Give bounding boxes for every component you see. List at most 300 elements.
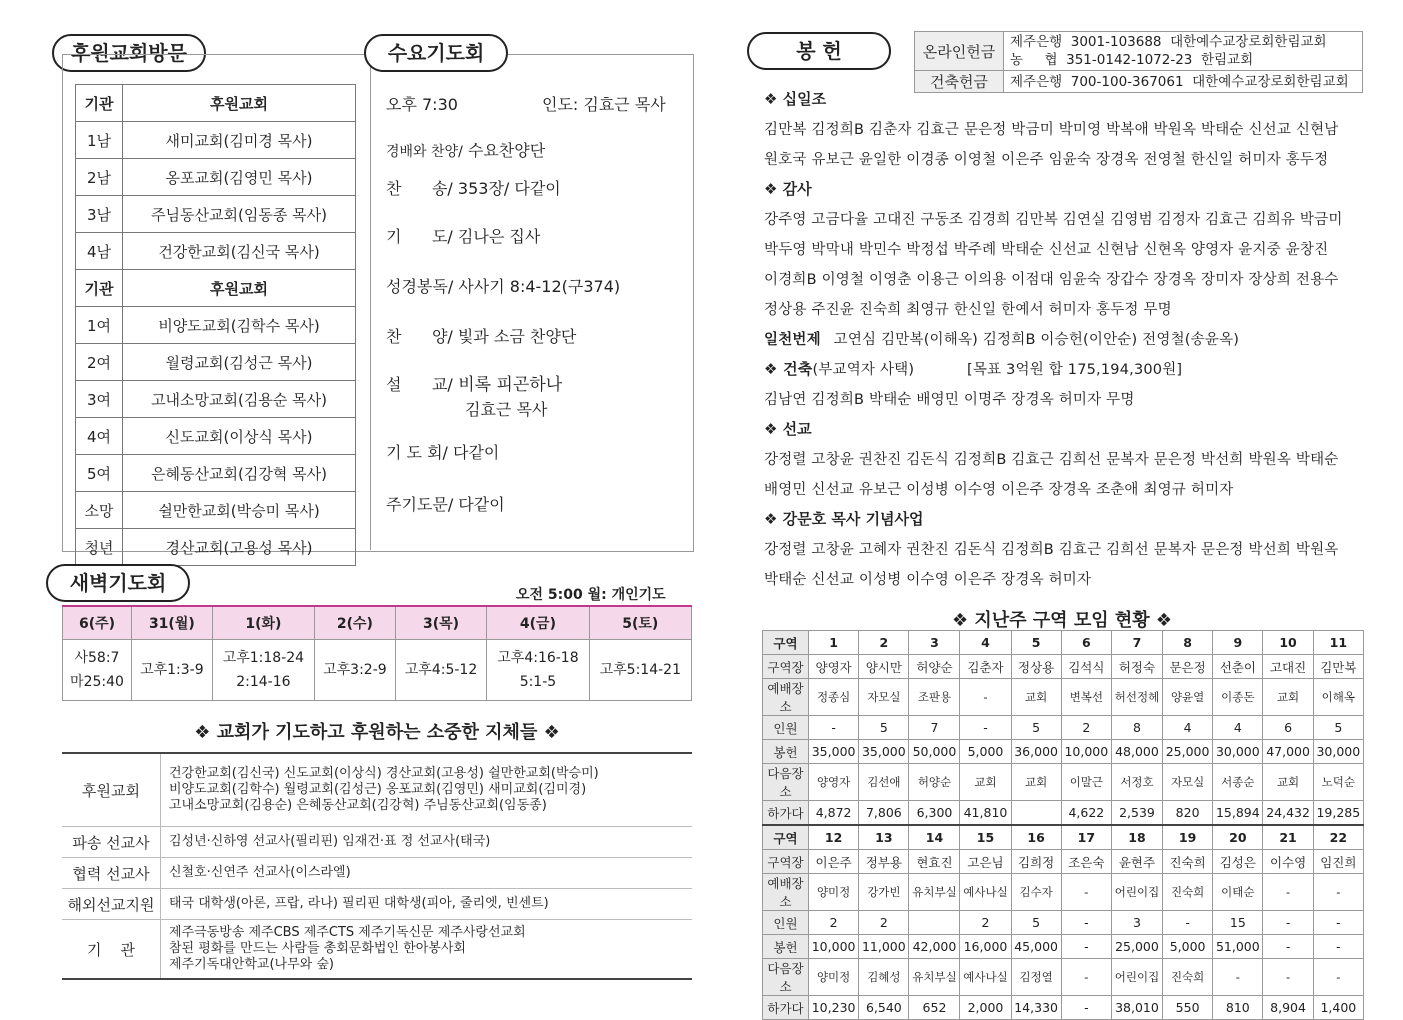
mission-names-2: 배영민 신선교 유보근 이성병 이수영 이은주 장경옥 조춘애 최영규 허미자	[764, 482, 1234, 498]
zone-cell: 11	[1313, 631, 1363, 655]
zone-cell: -	[1061, 996, 1111, 1020]
mission-row	[62, 889, 692, 920]
zone-row-label: 예배장소	[763, 679, 809, 716]
sponsor-row	[76, 159, 356, 196]
sponsor-header-org: 기관	[76, 270, 123, 307]
wednesday-item-value: 353장/ 다같이	[452, 179, 561, 198]
mission-value	[161, 858, 693, 889]
sponsor-church: 비양도교회(김학수 목사)	[123, 307, 356, 344]
mission-label: 협력 선교사	[62, 858, 161, 889]
zone-cell: 김수자	[1011, 874, 1061, 911]
zone-cell: 양미정	[809, 874, 859, 911]
zone-row-label: 하가다	[763, 996, 809, 1020]
memorial-names-2: 박태순 신선교 이성병 이수영 이은주 장경옥 허미자	[764, 572, 1092, 588]
zone-cell: 4	[960, 631, 1011, 655]
wednesday-item-label: 기 도 회/	[386, 443, 448, 462]
dawn-reading-row	[63, 640, 692, 701]
dawn-table	[62, 605, 692, 701]
wednesday-item	[386, 492, 505, 515]
zone-row-label: 봉헌	[763, 740, 809, 764]
sponsor-row	[76, 529, 356, 566]
wednesday-time: 오후 7:30	[386, 95, 458, 114]
zone-cell: 김만복	[1313, 655, 1363, 679]
mission-value-line: 참된 평화를 만드는 사람들 총회문화법인 한아봉사회	[169, 941, 466, 956]
zone-cell: 22	[1313, 825, 1363, 850]
zone-cell: 2	[1061, 716, 1111, 740]
account-row	[915, 32, 1363, 71]
zone-cell: 30,000	[1213, 740, 1263, 764]
sponsor-row	[76, 455, 356, 492]
mission-value-line: 고내소망교회(김용순) 은혜동산교회(김강혁) 주님동산교회(임동종)	[169, 798, 547, 813]
zone-cell: 20	[1213, 825, 1263, 850]
zone-cell: 15,894	[1213, 801, 1263, 826]
mission-row	[62, 920, 692, 980]
zone-row	[763, 996, 1364, 1020]
zone-cell: 이종돈	[1213, 679, 1263, 716]
dawn-day: 5(토)	[589, 606, 691, 640]
dawn-reading-line: 마25:40	[70, 674, 124, 690]
sponsor-church: 고내소망교회(김용순 목사)	[123, 381, 356, 418]
zone-cell: 예사나실	[960, 959, 1011, 996]
wednesday-item	[386, 324, 576, 347]
sponsor-row	[76, 492, 356, 529]
zone-cell: 11,000	[859, 935, 909, 959]
wednesday-item-label: 주기도문/	[386, 495, 454, 514]
dawn-day: 6(주)	[63, 606, 132, 640]
zone-cell: -	[1313, 911, 1363, 935]
tithe-names-1: 김만복 김정희B 김춘자 김효근 문은정 박금미 박미영 박복애 박원옥 박태순 신선교 신현남	[764, 122, 1339, 138]
zone-cell: 652	[909, 996, 960, 1020]
sponsor-org: 1남	[76, 122, 123, 159]
sponsor-header-church: 후원교회	[123, 85, 356, 122]
zone-cell: 고대진	[1263, 655, 1313, 679]
wednesday-item-label: 설 교/	[386, 375, 453, 394]
zone-cell: 45,000	[1011, 935, 1061, 959]
dawn-reading-line: 고후1:3-9	[140, 662, 204, 678]
sponsor-church: 월령교회(김성근 목사)	[123, 344, 356, 381]
thanks-names-2: 박두영 박막내 박민수 박정섭 박주례 박태순 신선교 신현남 신현옥 양영자 윤지중 윤창진	[764, 242, 1329, 258]
zone-cell: 김혜성	[859, 959, 909, 996]
zone-row	[763, 935, 1364, 959]
sponsor-org: 4남	[76, 233, 123, 270]
zone-cell: -	[1263, 959, 1313, 996]
sponsor-row	[76, 418, 356, 455]
zone-row	[763, 825, 1364, 850]
zone-cell: -	[809, 716, 859, 740]
zone-cell: 2	[859, 631, 909, 655]
zone-cell: 유치부실	[909, 959, 960, 996]
zone-cell: 김선애	[859, 764, 909, 801]
sponsor-church: 쉴만한교회(박승미 목사)	[123, 492, 356, 529]
dawn-day: 3(목)	[395, 606, 487, 640]
zone-cell: 교회	[1011, 679, 1061, 716]
zone-cell: 10,000	[809, 935, 859, 959]
dawn-reading-line: 고후4:16-18	[497, 650, 579, 666]
zone-cell: 양시만	[859, 655, 909, 679]
zone-cell: 5	[1011, 911, 1061, 935]
zone-cell: 이말근	[1061, 764, 1111, 801]
building-goal: [목표 3억원 합 175,194,300원]	[967, 362, 1183, 378]
dawn-reading-line: 고후5:14-21	[599, 662, 681, 678]
account-table	[914, 31, 1363, 93]
sponsor-org: 1여	[76, 307, 123, 344]
zone-cell: 14	[909, 825, 960, 850]
zone-cell: 16	[1011, 825, 1061, 850]
sponsor-church: 은혜동산교회(김강혁 목사)	[123, 455, 356, 492]
zone-cell: 2,000	[960, 996, 1011, 1020]
building-names: 김남연 김정희B 박태순 배영민 이명주 장경옥 허미자 무명	[764, 392, 1135, 408]
zone-cell: 7	[1111, 631, 1162, 655]
zone-row-label: 구역장	[763, 850, 809, 874]
zone-cell: 정종심	[809, 679, 859, 716]
zone-cell: 3	[1111, 911, 1162, 935]
zone-cell: 조판용	[909, 679, 960, 716]
zone-cell: 허양순	[909, 764, 960, 801]
tithe-heading: ❖ 십일조	[764, 90, 827, 108]
thousand-offering-names: 고연심 김만복(이해옥) 김정희B 이승헌(이안순) 전영철(송윤옥)	[833, 332, 1240, 348]
thanks-heading: ❖ 감사	[764, 180, 812, 198]
zone-row	[763, 631, 1364, 655]
zone-row-label: 인원	[763, 911, 809, 935]
zone-cell: 유치부실	[909, 874, 960, 911]
sponsor-org: 2여	[76, 344, 123, 381]
zone-cell: -	[1263, 935, 1313, 959]
zone-cell: 17	[1061, 825, 1111, 850]
mission-value-line: 태국 대학생(아론, 프랍, 라나) 필리핀 대학생(피아, 줄리엣, 빈센트)	[169, 896, 549, 911]
zone-cell: -	[960, 679, 1011, 716]
dawn-header-row	[63, 606, 692, 640]
zone-row-label: 구역장	[763, 655, 809, 679]
sponsor-table	[75, 84, 356, 566]
zone-cell	[1011, 801, 1061, 826]
zones-title: ❖ 지난주 구역 모임 현황 ❖	[951, 610, 1173, 631]
mission-value	[161, 827, 693, 858]
sponsor-church: 주님동산교회(임동종 목사)	[123, 196, 356, 233]
dawn-reading-line: 사58:7	[74, 650, 120, 666]
wednesday-item-label: 찬 양/	[386, 327, 453, 346]
mission-value	[161, 889, 693, 920]
memorial-heading: ❖ 강문호 목사 기념사업	[764, 510, 924, 528]
zone-cell: 김춘자	[960, 655, 1011, 679]
zone-cell: 정상용	[1011, 655, 1061, 679]
zone-cell: 현효진	[909, 850, 960, 874]
wednesday-item	[386, 176, 561, 199]
account-value	[1004, 71, 1363, 93]
zone-cell: 예사나실	[960, 874, 1011, 911]
zone-cell: 5	[1011, 716, 1061, 740]
zone-cell: 1	[809, 631, 859, 655]
dawn-reading	[63, 640, 132, 701]
wednesday-item-value: 사사기 8:4-12(구374)	[453, 277, 621, 296]
dawn-title: 새벽기도회	[46, 564, 190, 602]
zone-cell: -	[1263, 911, 1313, 935]
zone-cell: 4,872	[809, 801, 859, 826]
zone-cell: 10,230	[809, 996, 859, 1020]
building-heading: ❖ 건축	[764, 360, 813, 378]
zone-row-label: 인원	[763, 716, 809, 740]
zone-cell: 교회	[1263, 764, 1313, 801]
zone-cell: 진숙희	[1162, 959, 1212, 996]
sponsor-org: 2남	[76, 159, 123, 196]
zone-cell: 조은숙	[1061, 850, 1111, 874]
zone-cell: 이수영	[1263, 850, 1313, 874]
dawn-day: 1(화)	[212, 606, 314, 640]
zone-row	[763, 679, 1364, 716]
sponsor-row	[76, 122, 356, 159]
sponsor-row	[76, 307, 356, 344]
thanks-names-3: 이경희B 이영철 이영춘 이용근 이의용 이점대 임윤숙 장갑수 장경옥 장미자 장상희 전용수	[764, 272, 1339, 288]
thousand-offering	[764, 328, 1239, 349]
zone-cell: 양윤열	[1162, 679, 1212, 716]
zone-cell: 19,285	[1313, 801, 1363, 826]
zone-cell: 교회	[960, 764, 1011, 801]
zone-cell: 2	[859, 911, 909, 935]
sponsor-church: 옹포교회(김영민 목사)	[123, 159, 356, 196]
zone-row	[763, 764, 1364, 801]
zone-cell: 5	[1313, 716, 1363, 740]
missions-table	[62, 752, 692, 980]
building-sub: (부교역자 사택)	[812, 362, 915, 378]
zone-cell: 서정호	[1111, 764, 1162, 801]
sponsor-row	[76, 196, 356, 233]
zone-cell: 이해옥	[1313, 679, 1363, 716]
thanks-names-1: 강주영 고금다율 고대진 구동조 김경희 김만복 김연실 김영범 김정자 김효근 김희유 박금미	[764, 212, 1343, 228]
zone-cell: -	[1313, 959, 1363, 996]
dawn-reading	[487, 640, 589, 701]
zone-cell: 4	[1162, 716, 1212, 740]
tithe-names-2: 원호국 유보근 윤일한 이경종 이영철 이은주 임윤숙 장경옥 전영철 한신일 허미자 홍두정	[764, 152, 1329, 168]
wednesday-item-label: 성경봉독/	[386, 277, 454, 296]
zone-cell: 13	[859, 825, 909, 850]
zone-cell: 51,000	[1213, 935, 1263, 959]
wednesday-item	[386, 274, 620, 297]
zone-cell: 15	[960, 825, 1011, 850]
zone-cell: 윤현주	[1111, 850, 1162, 874]
zone-cell: 12	[809, 825, 859, 850]
sponsor-org: 청년	[76, 529, 123, 566]
mission-value	[161, 753, 693, 827]
wednesday-leader: 인도: 김효근 목사	[542, 95, 666, 114]
zone-cell: 6,300	[909, 801, 960, 826]
sponsor-divider	[370, 54, 371, 550]
zone-cell: 8,904	[1263, 996, 1313, 1020]
zone-cell: 교회	[1011, 764, 1061, 801]
zone-cell: -	[1061, 959, 1111, 996]
zone-row	[763, 874, 1364, 911]
zone-cell: 허양순	[909, 655, 960, 679]
zone-row-label: 예배장소	[763, 874, 809, 911]
zone-cell: 30,000	[1313, 740, 1363, 764]
sponsor-org: 4여	[76, 418, 123, 455]
zone-cell: 정부용	[859, 850, 909, 874]
mission-heading: ❖ 선교	[764, 420, 812, 438]
zone-cell: 문은정	[1162, 655, 1212, 679]
sponsor-row	[76, 233, 356, 270]
zone-row-label: 구역	[763, 825, 809, 850]
zone-row-label: 봉헌	[763, 935, 809, 959]
zone-cell: -	[1061, 911, 1111, 935]
mission-value-line: 제주극동방송 제주CBS 제주CTS 제주기독신문 제주사랑선교회	[169, 925, 526, 940]
dawn-day: 31(월)	[131, 606, 212, 640]
zone-row-label: 구역	[763, 631, 809, 655]
sponsor-row	[76, 344, 356, 381]
zone-cell: 6,540	[859, 996, 909, 1020]
zone-cell: 8	[1162, 631, 1212, 655]
mission-row	[62, 858, 692, 889]
mission-label: 기 관	[62, 920, 161, 980]
mission-row	[62, 827, 692, 858]
zone-cell: 노덕순	[1313, 764, 1363, 801]
dawn-reading	[395, 640, 487, 701]
mission-label: 해외선교지원	[62, 889, 161, 920]
zone-cell: 김희정	[1011, 850, 1061, 874]
wednesday-item	[386, 138, 545, 161]
account-line: 제주은행 700-100-367061 대한예수교장로회한림교회	[1010, 73, 1349, 90]
mission-value-line: 김성년·신하영 선교사(필리핀) 임재건·표 정 선교사(태국)	[169, 834, 491, 849]
sponsor-church: 새미교회(김미경 목사)	[123, 122, 356, 159]
zone-row	[763, 716, 1364, 740]
sponsor-org: 5여	[76, 455, 123, 492]
sponsor-org: 3남	[76, 196, 123, 233]
sponsor-org: 소망	[76, 492, 123, 529]
zone-cell: 18	[1111, 825, 1162, 850]
zone-cell: 24,432	[1263, 801, 1313, 826]
account-row	[915, 71, 1363, 93]
zone-cell: 김석식	[1061, 655, 1111, 679]
zone-cell: 36,000	[1011, 740, 1061, 764]
zone-cell: 3	[909, 631, 960, 655]
building-heading-row	[764, 358, 1182, 379]
zone-cell: 38,010	[1111, 996, 1162, 1020]
zone-cell: 1,400	[1313, 996, 1363, 1020]
zone-cell: 10,000	[1061, 740, 1111, 764]
dawn-day: 2(수)	[315, 606, 396, 640]
zone-cell: 10	[1263, 631, 1313, 655]
zone-cell: 9	[1213, 631, 1263, 655]
mission-value-line: 비양도교회(김학수) 월령교회(김성근) 옹포교회(김영민) 새미교회(김미경)	[169, 782, 587, 797]
wednesday-title: 수요기도회	[364, 34, 508, 72]
zone-cell: 810	[1213, 996, 1263, 1020]
wednesday-item-label: 경배와 찬양/	[386, 144, 463, 160]
zone-cell: 2	[809, 911, 859, 935]
account-value	[1004, 32, 1363, 71]
mission-label: 파송 선교사	[62, 827, 161, 858]
zone-cell: 14,330	[1011, 996, 1061, 1020]
zone-cell: 25,000	[1111, 935, 1162, 959]
sponsor-row	[76, 381, 356, 418]
zone-cell: 진숙희	[1162, 874, 1212, 911]
zone-cell: 양영자	[809, 655, 859, 679]
zone-cell: -	[1313, 874, 1363, 911]
zones-table	[762, 630, 1364, 1020]
zone-cell: 7,806	[859, 801, 909, 826]
zone-cell: 자모실	[1162, 764, 1212, 801]
zone-cell: 35,000	[809, 740, 859, 764]
dawn-reading	[315, 640, 396, 701]
zone-cell: 5	[859, 716, 909, 740]
sponsor-org: 3여	[76, 381, 123, 418]
zone-cell	[909, 911, 960, 935]
sponsor-header-row	[76, 270, 356, 307]
dawn-reading-line: 고후1:18-24	[222, 650, 305, 666]
zone-cell: 48,000	[1111, 740, 1162, 764]
wednesday-item-value: 다같이	[447, 443, 500, 462]
zone-cell: 5,000	[1162, 935, 1212, 959]
mission-value-line: 건강한교회(김신국) 신도교회(이상식) 경산교회(고용성) 쉴만한교회(박승미)	[169, 766, 599, 781]
wednesday-item-value: 빛과 소금 찬양단	[452, 327, 577, 346]
zone-cell: 5	[1011, 631, 1061, 655]
sponsor-header-org: 기관	[76, 85, 123, 122]
zone-cell: -	[1061, 935, 1111, 959]
wednesday-item-label: 기 도/	[386, 227, 453, 246]
zone-cell: 양미정	[809, 959, 859, 996]
zone-cell: -	[1213, 959, 1263, 996]
thanks-names-4: 정상용 주진윤 진숙희 최영규 한신일 한예서 허미자 홍두정 무명	[764, 302, 1172, 318]
dawn-reading	[212, 640, 314, 701]
offering-title: 봉 헌	[747, 32, 891, 70]
account-label: 온라인헌금	[915, 32, 1004, 71]
sponsor-church: 건강한교회(김신국 목사)	[123, 233, 356, 270]
account-label: 건축헌금	[915, 71, 1004, 93]
zone-cell: -	[960, 716, 1011, 740]
dawn-reading	[131, 640, 212, 701]
zone-cell: 21	[1263, 825, 1313, 850]
zone-cell: 자모실	[859, 679, 909, 716]
zone-row-label: 다음장소	[763, 959, 809, 996]
zone-row	[763, 740, 1364, 764]
zone-cell: 15	[1213, 911, 1263, 935]
zone-row	[763, 850, 1364, 874]
dawn-reading-line: 2:14-16	[236, 674, 291, 690]
zone-cell: 교회	[1263, 679, 1313, 716]
zone-cell: 550	[1162, 996, 1212, 1020]
zone-cell: 35,000	[859, 740, 909, 764]
wednesday-item-value: 비록 피곤하나	[452, 375, 563, 395]
dawn-reading-line: 고후3:2-9	[323, 662, 387, 678]
zone-cell: 6	[1263, 716, 1313, 740]
zone-cell: 25,000	[1162, 740, 1212, 764]
wednesday-item-value: 수요찬양단	[462, 141, 546, 160]
mission-value	[161, 920, 693, 980]
zone-cell: 6	[1061, 631, 1111, 655]
zone-cell: 선춘이	[1213, 655, 1263, 679]
wednesday-item-label: 찬 송/	[386, 179, 453, 198]
zone-cell: 47,000	[1263, 740, 1313, 764]
zone-cell: 8	[1111, 716, 1162, 740]
mission-names-1: 강정렬 고창윤 권찬진 김돈식 김정희B 김효근 김희선 문복자 문은정 박선희 박원옥 박태순	[764, 452, 1339, 468]
zone-cell: 41,810	[960, 801, 1011, 826]
sponsor-header-row	[76, 85, 356, 122]
zone-cell: 고은님	[960, 850, 1011, 874]
zone-cell: 19	[1162, 825, 1212, 850]
wednesday-preacher: 김효근 목사	[465, 400, 548, 419]
zone-cell: 이은주	[809, 850, 859, 874]
zone-cell: 42,000	[909, 935, 960, 959]
mission-row	[62, 753, 692, 827]
mission-value-line: 제주기독대안학교(나무와 숲)	[169, 957, 334, 972]
zone-cell: 양영자	[809, 764, 859, 801]
mission-label: 후원교회	[62, 753, 161, 827]
sponsor-church: 경산교회(고용성 목사)	[123, 529, 356, 566]
dawn-day: 4(금)	[487, 606, 589, 640]
zone-row	[763, 911, 1364, 935]
zone-row-label: 다음장소	[763, 764, 809, 801]
sponsor-header-church: 후원교회	[123, 270, 356, 307]
zone-cell: 김정열	[1011, 959, 1061, 996]
sponsor-visit-title: 후원교회방문	[52, 34, 206, 72]
zone-cell: 50,000	[909, 740, 960, 764]
zone-row	[763, 959, 1364, 996]
